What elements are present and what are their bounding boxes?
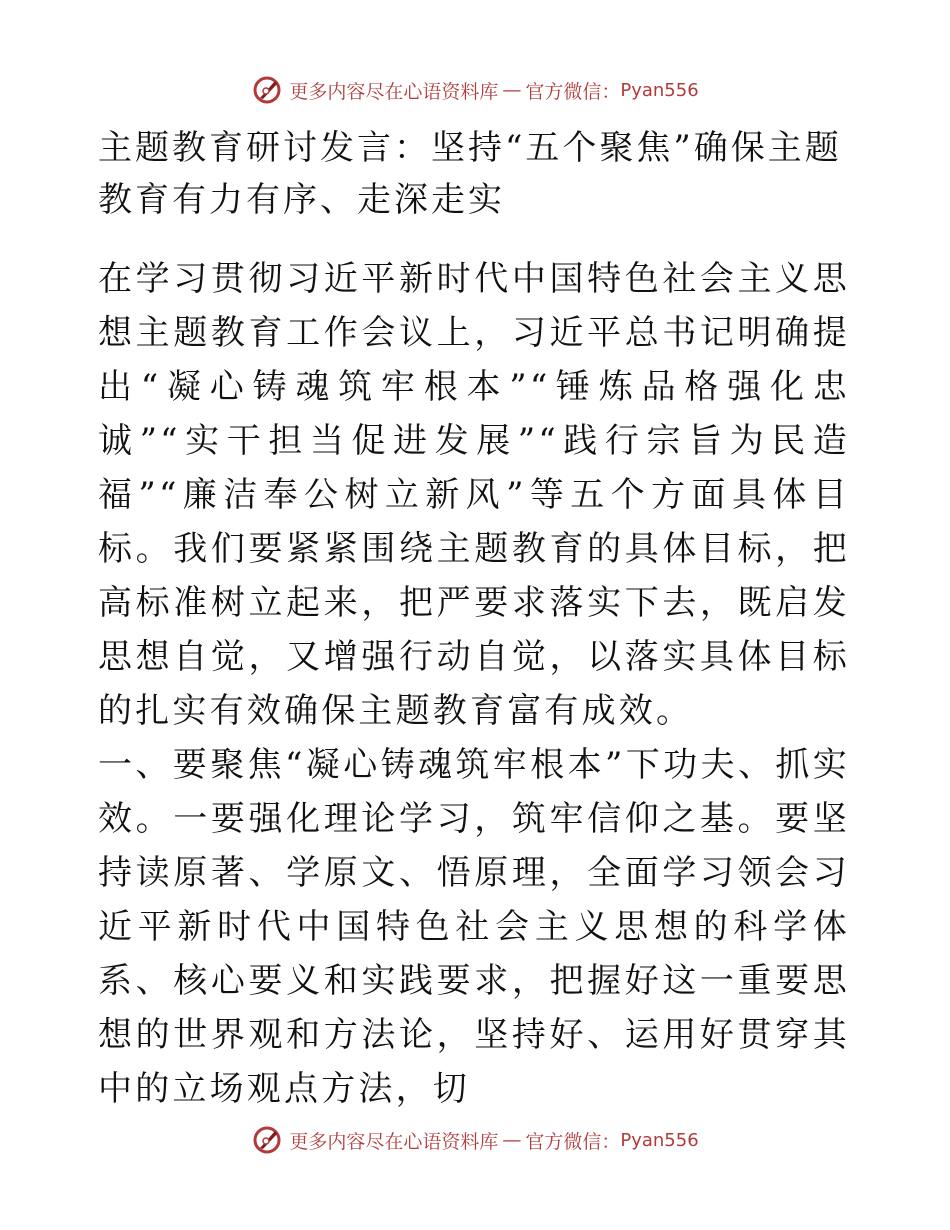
banner-separator: — — [502, 1129, 522, 1151]
banner-text: 更多内容尽在心语资料库 — [289, 1130, 499, 1153]
banner-contact: Pyan556 — [620, 79, 699, 101]
document-title: 主题教育研讨发言：坚持“五个聚焦”确保主题教育有力有序、走深走实 — [98, 128, 842, 220]
banner-text: 更多内容尽在心语资料库 — [289, 80, 499, 103]
quill-pen-logo-icon — [251, 74, 283, 106]
body-paragraph-intro: 在学习贯彻习近平新时代中国特色社会主义思想主题教育工作会议上，习近平总书记明确提出“凝心铸魂筑牢根本”“锤炼品格强化忠诚”“实干担当促进发展”“践行宗旨为民造福”“廉洁奉公树立新风”等五个方面具体目标。我们要紧紧围绕主题教育的具体目标，把高标准树立起来，把严要求落实下去，既启发思想自觉，又增强行动自觉，以落实具体目标的扎实有效确保主题教育富有成效。 — [98, 259, 850, 731]
body-paragraph-section-one: 一、要聚焦“凝心铸魂筑牢根本”下功夫、抓实效。一要强化理论学习，筑牢信仰之基。要坚持读原著、学原文、悟原理，全面学习领会习近平新时代中国特色社会主义思想的科学体系、核心要义和实践要求，把握好这一重要思想的世界观和方法论，坚持好、运用好贯穿其中的立场观点方法，切 — [98, 745, 850, 1109]
banner-contact-label: 官方微信： — [525, 1130, 621, 1153]
banner-contact-label: 官方微信： — [525, 80, 621, 103]
header-banner — [0, 70, 950, 110]
quill-pen-logo-icon — [251, 1124, 283, 1156]
banner-separator: — — [502, 79, 522, 101]
banner-contact: Pyan556 — [620, 1129, 699, 1151]
footer-banner — [0, 1120, 950, 1160]
